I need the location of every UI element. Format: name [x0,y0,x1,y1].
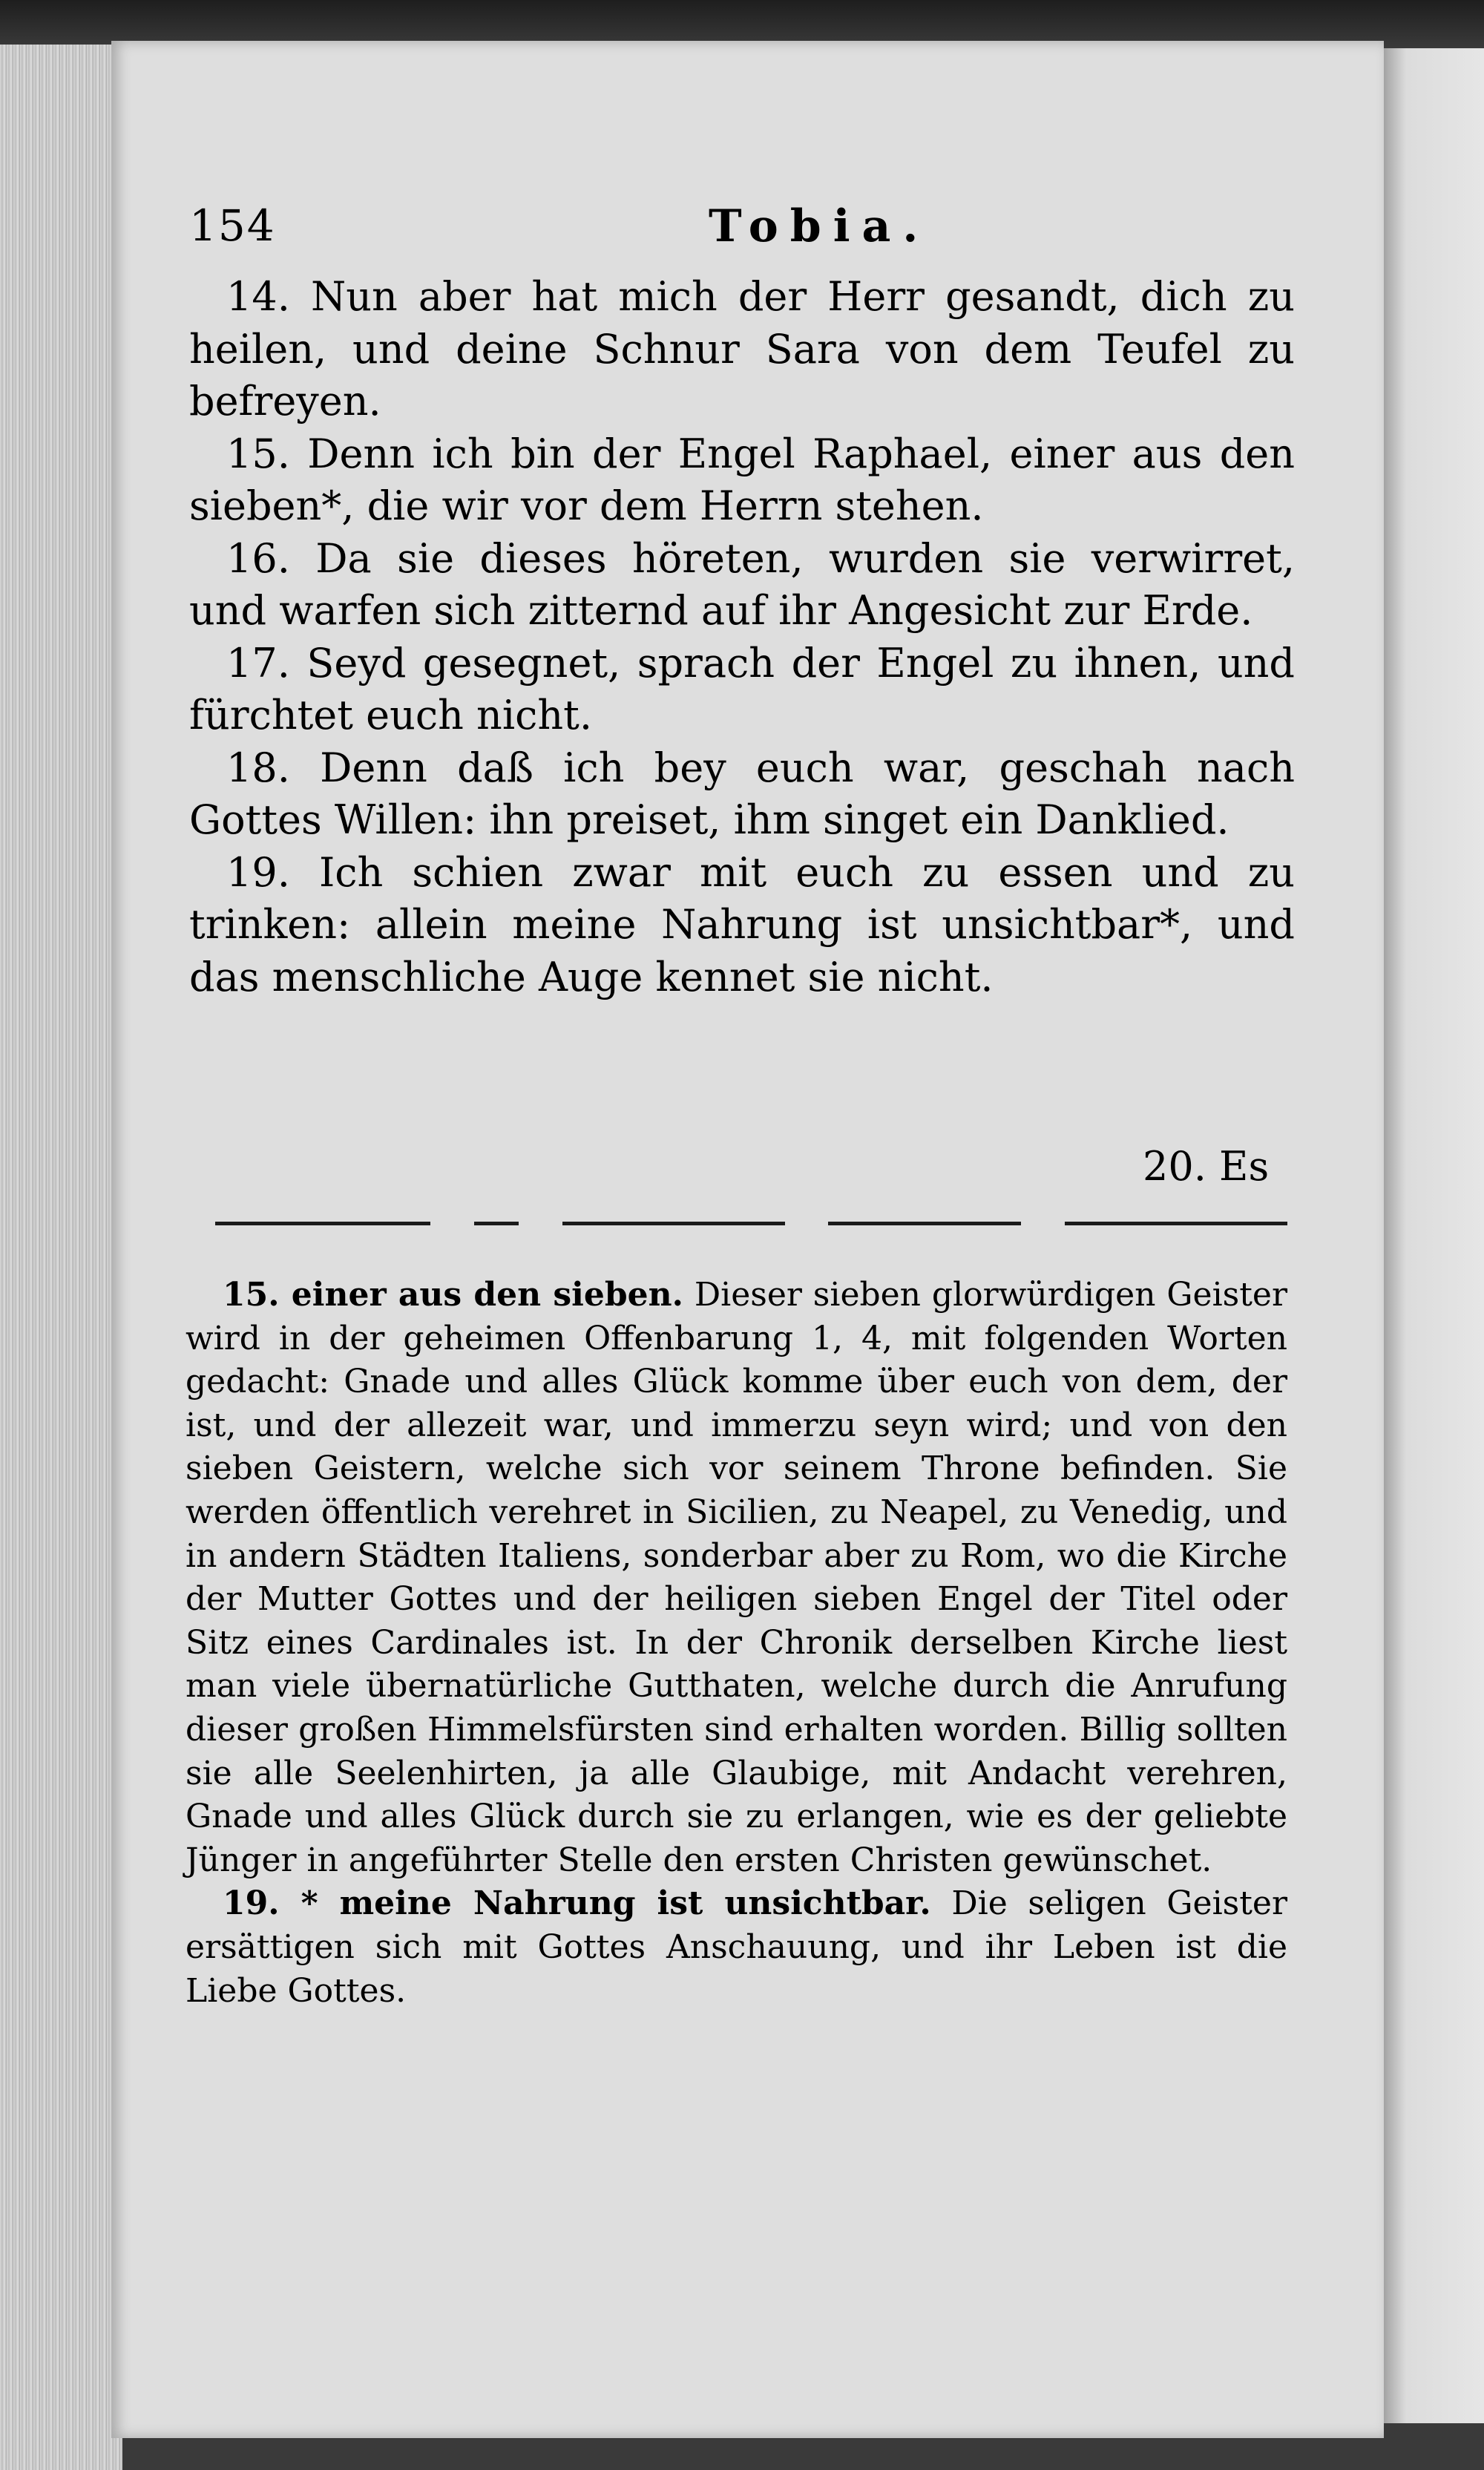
footnote-lemma: 19. * meine Nahrung ist unsichtbar. [223,1884,931,1923]
footnote-text: Die seligen Geister ersättigen sich mit Gottes Anschauung, und ihr Leben ist die Liebe Gottes. [186,1884,1287,2010]
rule-segment [562,1222,785,1225]
verse-14: 14. Nun aber hat mich der Herr gesandt, dich zu heilen, und deine Schnur Sara von dem Teufel zu befreyen. [189,273,1295,425]
page-number: 154 [189,200,276,251]
rule-segment [474,1222,519,1225]
facing-page-edge [1380,48,1484,2423]
footnote-19 [186,1882,1287,2013]
footnote-15 [186,1274,1287,1882]
verse-17: 17. Seyd gesegnet, sprach der Engel zu ihnen, und fürchtet euch nicht. [189,639,1295,738]
running-title: Tobia. [709,200,930,252]
catchword: 20. Es [1143,1143,1270,1190]
footnotes [186,1274,1287,2013]
footnote-text: Dieser sieben glorwürdigen Geister wird in der geheimen Offenbarung 1, 4, mit folgenden Worten gedacht: Gnade und alles Glück komme über euch von dem, der ist, und der allezeit war, und immerzu seyn wird; und von den sieben Geistern, welche sich vor seinem Throne befinden. Sie werden öffentlich verehret in Sicilien, zu Neapel, zu Venedig, und in andern Städten Italiens, sonderbar aber zu Rom, wo die Kirche der Mutter Gottes und der heiligen sieben Engel der Titel oder Sitz eines Cardinales ist. In der Chronik derselben Kirche liest man viele übernatürliche Gutthaten, welche durch die Anrufung dieser großen Himmelsfürsten sind erhalten worden. Billig sollten sie alle Seelenhirten, ja alle Glaubige, mit Andacht verehren, Gnade und alles Glück durch sie zu erlangen, wie es der geliebte Jünger in angeführter Stelle den ersten Christen gewünschet. [186,1276,1287,1879]
page-edges-left [0,45,122,2470]
verse-19: 19. Ich schien zwar mit euch zu essen und zu trinken: allein meine Nahrung ist unsichtbar*, und das menschliche Auge kennet sie nicht. [189,848,1295,1000]
page-header [189,200,1302,260]
rule-segment [828,1222,1021,1225]
rule-segment [1065,1222,1287,1225]
footnote-separator-rule [215,1222,1287,1226]
rule-segment [215,1222,430,1225]
verse-16: 16. Da sie dieses höreten, wurden sie verwirret, und warfen sich zitternd auf ihr Angesicht zur Erde. [189,534,1295,634]
verse-18: 18. Denn daß ich bey euch war, geschah nach Gottes Willen: ihn preiset, ihm singet ein Danklied. [189,744,1295,843]
main-text [189,271,1295,1003]
verse-15: 15. Denn ich bin der Engel Raphael, einer aus den sieben*, die wir vor dem Herrn stehen. [189,430,1295,529]
footnote-lemma: 15. einer aus den sieben. [223,1276,683,1314]
